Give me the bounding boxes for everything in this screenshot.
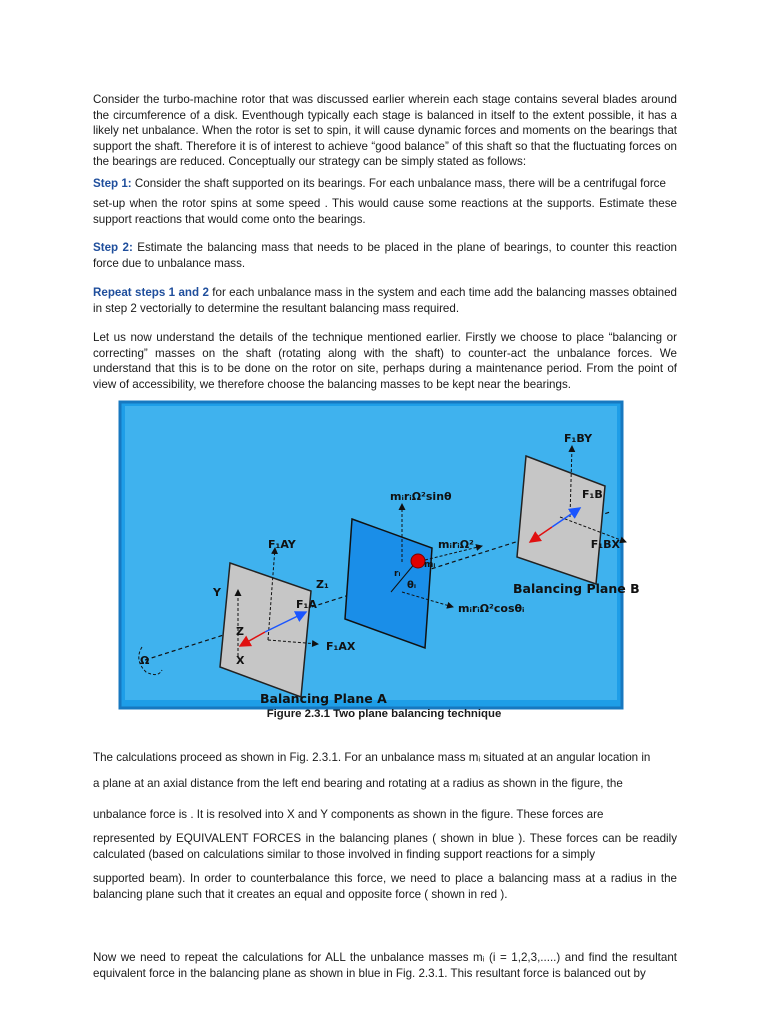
label-f1by: F₁BY [564,432,593,445]
calc-line5: supported beam). In order to counterbalance this force, we need to place a balancing mass at a radius in the balancing plane such that it creates an equal and opposite force ( shown in red ). [93,872,677,901]
label-f1bx: F₁BX [590,538,620,551]
technique-paragraph: Let us now understand the details of the technique mentioned earlier. Firstly we choose to place “balancing or correcting” masses on the shaft (rotating along with the shaft) to counter-act the unbalance forces. We understand that this is to be done on the rotor on site, perhaps during a maintenance period. From the point of view of accessibility, we therefore choose the balancing masses to be kept near the bearings. [93,331,677,391]
label-f1b: F₁B [582,488,603,501]
figure-caption: Figure 2.3.1 Two plane balancing technique [266,708,502,720]
calc-line1: The calculations proceed as shown in Fig. 2.3.1. For an unbalance mass mᵢ situated at an angular location in [93,751,651,764]
repeat-paragraph [93,285,677,316]
label-plane-b: Balancing Plane B [513,581,640,596]
label-theta: θᵢ [407,580,417,591]
label-omega: Ω [140,654,150,667]
label-z1: Z₁ [316,578,329,591]
label-z: Z [236,625,244,638]
step1-text1: Consider the shaft supported on its bearings. For each unbalance mass, there will be a centrifugal force [134,177,666,190]
label-ri: rᵢ [394,569,401,579]
step1-label: Step 1: [93,177,132,190]
calc-line4: represented by EQUIVALENT FORCES in the balancing planes ( shown in blue ). These forces can be readily calculated (based on calculations similar to those involved in finding support reactions for a simply [93,832,677,861]
step2-text: Estimate the balancing mass that needs to be placed in the plane of bearings, to counter this reaction force due to unbalance mass. [93,241,678,270]
label-mr: mᵢrᵢΩ² [438,538,474,551]
label-x: X [236,654,245,667]
calc-line3: unbalance force is . It is resolved into X and Y components as shown in the figure. These forces are [93,808,604,821]
unbalance-mass [411,554,425,568]
calc-line2: a plane at an axial distance from the left end bearing and rotating at a radius as shown in the figure, the [93,777,623,790]
step2-label: Step 2: [93,241,133,254]
label-f1ax: F₁AX [326,640,356,653]
label-f1a: F₁A [296,598,317,611]
label-mi: mᵢ [424,560,436,570]
step1-text2: set-up when the rotor spins at some speed . This would cause some reactions at the supports. Estimate these support reactions that would come onto the bearings. [93,197,677,226]
intro-paragraph: Consider the turbo-machine rotor that was discussed earlier wherein each stage contains several blades around the circumference of a disk. Eventhough typically each stage is balanced in itself to the extent possible, it has a likely net unbalance. When the rotor is set to spin, it will cause dynamic forces and moments on the bearings that support the shaft. Therefore it is of interest to achieve “good balance” of this shaft so that the fluctuating forces on the bearings are reduced. Conceptually our strategy can be simply stated as follows: [93,93,677,169]
label-y: Y [213,586,221,599]
label-sin: mᵢrᵢΩ²sinθ [390,490,452,503]
step1-line1 [93,176,677,192]
final-paragraph: Now we need to repeat the calculations for ALL the unbalance masses mᵢ (i = 1,2,3,.....) and find the resultant equivalent force in the balancing plane as shown in blue in Fig. 2.3.1. This resultant force is balanced out by [93,951,677,980]
step2-paragraph [93,240,677,271]
repeat-label: Repeat steps 1 and 2 [93,286,209,299]
two-plane-balancing-figure [120,402,640,708]
label-cos: mᵢrᵢΩ²cosθᵢ [458,602,525,615]
repeat-text: for each unbalance mass in the system and each time add the balancing masses obtained in step 2 vectorially to determine the resultant balancing mass required. [93,286,677,315]
label-plane-a: Balancing Plane A [260,691,387,706]
label-f1ay: F₁AY [268,538,296,551]
figure-svg [120,402,640,708]
